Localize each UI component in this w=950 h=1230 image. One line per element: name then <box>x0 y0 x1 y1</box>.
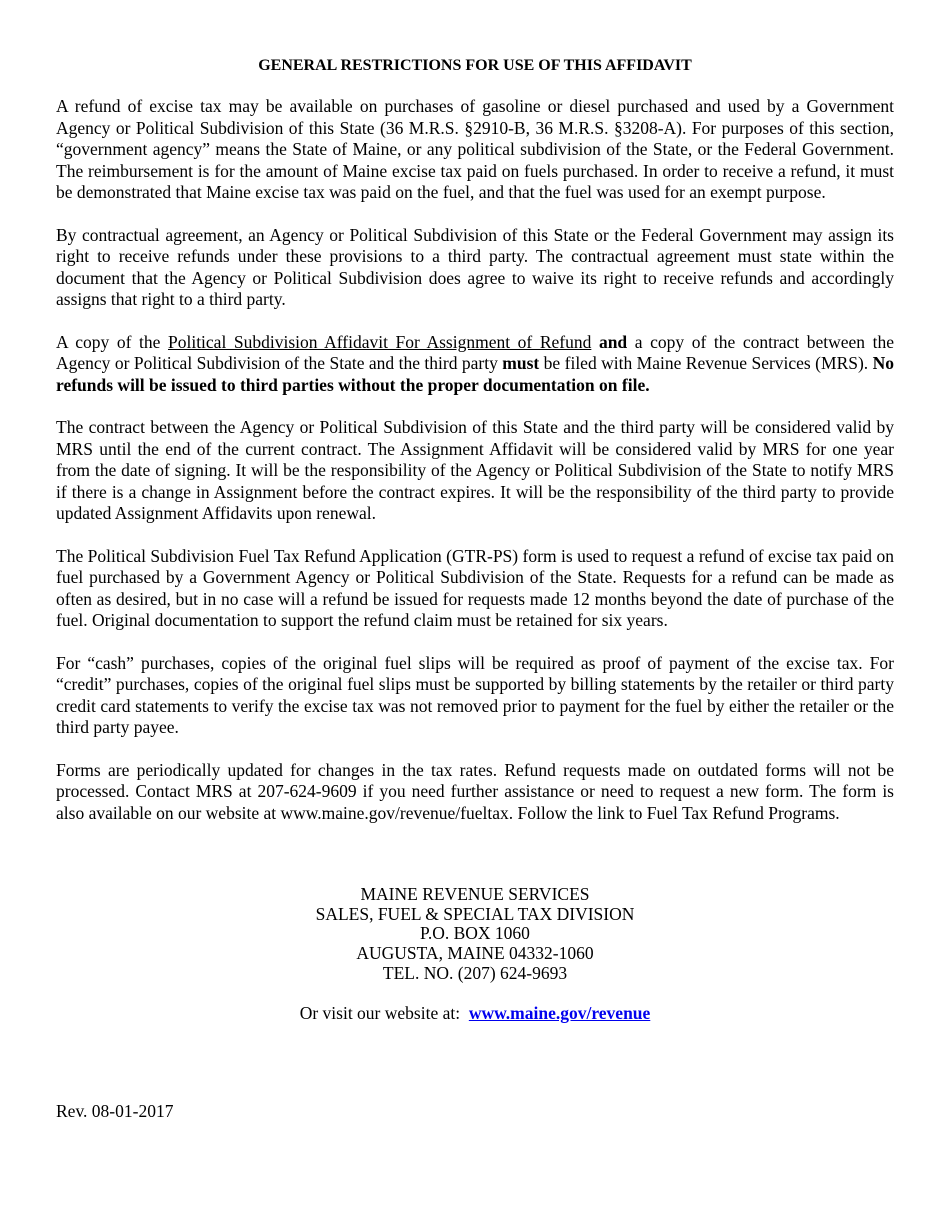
paragraph-refund-availability: A refund of excise tax may be available on purchases of gasoline or diesel purchased and used by a Government Agency or Political Subdivision of this State (36 M.R.S. §2910-B, 36 M.R.S. §3208-A). For purposes of this section, “government agency” means the State of Maine, or any political subdivision of the State, or the Federal Government. The reimbursement is for the amount of Maine excise tax paid on fuels purchased. In order to receive a refund, it must be demonstrated that Maine excise tax was paid on the fuel, and that the fuel was used for an exempt purpose. <box>56 96 894 202</box>
address-line-po-box: P.O. BOX 1060 <box>420 923 530 944</box>
website-line <box>56 1003 894 1023</box>
filing-text-1: A copy of the <box>56 331 168 352</box>
filing-text-3: a copy of the contract between the Agency or Political Subdivision of the State and the third party <box>56 331 895 373</box>
filing-text-2 <box>591 332 599 352</box>
paragraph-contract-validity: The contract between the Agency or Political Subdivision of this State and the third party will be considered valid by MRS until the end of the current contract. The Assignment Affidavit will be considered valid by MRS for one year from the date of signing. It will be the responsibility of the Agency or Political Subdivision of the State to notify MRS if there is a change in Assignment before the contract expires. It will be the responsibility of the third party to provide updated Assignment Affidavits upon renewal. <box>56 417 894 523</box>
paragraph-contractual-agreement: By contractual agreement, an Agency or Political Subdivision of this State or the Federal Government may assign its right to receive refunds under these provisions to a third party. The contractual agreement must state within the document that the Agency or Political Subdivision does agree to waive its right to receive refunds and accordingly assigns that right to a third party. <box>56 224 894 309</box>
document-page <box>56 56 894 1023</box>
address-line-city: AUGUSTA, MAINE 04332-1060 <box>356 943 594 964</box>
address-line-division: SALES, FUEL & SPECIAL TAX DIVISION <box>315 903 635 924</box>
website-prefix: Or visit our website at: <box>299 1002 469 1023</box>
affidavit-name: Political Subdivision Affidavit For Assignment of Refund <box>167 331 592 352</box>
website-link[interactable]: www.maine.gov/revenue <box>468 1002 651 1023</box>
paragraph-filing-requirements <box>56 332 894 397</box>
mailing-address <box>56 885 894 984</box>
revision-date: Rev. 08-01-2017 <box>56 1101 174 1121</box>
filing-text-4: be filed with Maine Revenue Services (MRS). <box>539 353 873 373</box>
paragraph-forms-updates: Forms are periodically updated for changes in the tax rates. Refund requests made on outdated forms will not be processed. Contact MRS at 207-624-9609 if you need further assistance or need to request a new form. The form is also available on our website at www.maine.gov/revenue/fueltax. Follow the link to Fuel Tax Refund Programs. <box>56 759 894 823</box>
address-line-agency: MAINE REVENUE SERVICES <box>360 884 590 904</box>
no-refunds-warning: No refunds will be issued to third parties without the proper documentation on file. <box>56 353 894 395</box>
paragraph-purchase-proof: For “cash” purchases, copies of the original fuel slips will be required as proof of payment of the excise tax. For “credit” purchases, copies of the original fuel slips must be supported by billing statements by the retailer or third party credit card statements to verify the excise tax was not removed prior to payment for the fuel by either the retailer or the third party payee. <box>56 652 894 737</box>
paragraph-refund-application: The Political Subdivision Fuel Tax Refund Application (GTR-PS) form is used to request a refund of excise tax paid on fuel purchased by a Government Agency or Political Subdivision of the State. Requests for a refund can be made as often as desired, but in no case will a refund be issued for requests made 12 months beyond the date of purchase of the fuel. Original documentation to support the refund claim must be retained for six years. <box>56 545 894 630</box>
emphasis-and: and <box>598 331 628 352</box>
emphasis-must: must <box>502 353 540 373</box>
address-line-phone: TEL. NO. (207) 624-9693 <box>382 962 568 983</box>
document-title: GENERAL RESTRICTIONS FOR USE OF THIS AFFIDAVIT <box>258 57 692 74</box>
